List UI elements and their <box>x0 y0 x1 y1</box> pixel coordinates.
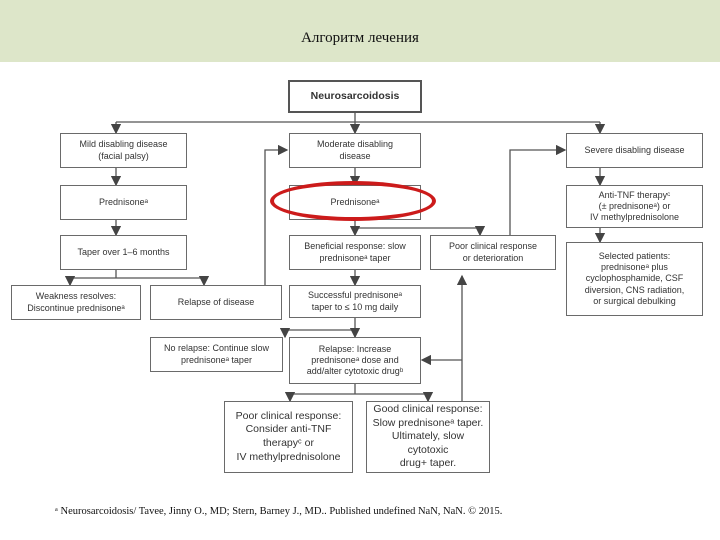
node-taper: Taper over 1–6 months <box>60 235 187 270</box>
node-moderate-prednisone: Prednisoneᵃ <box>289 185 421 220</box>
node-beneficial-response: Beneficial response: slow prednisoneᵃ taper <box>289 235 421 270</box>
node-weakness-resolves: Weakness resolves: Discontinue prednisoneᵃ <box>11 285 141 320</box>
node-severe-therapy: Anti-TNF therapyᶜ (± prednisoneᵃ) or IV methylprednisolone <box>566 185 703 228</box>
node-severe-disease: Severe disabling disease <box>566 133 703 168</box>
highlight-ellipse <box>270 181 436 221</box>
line-relapse-to-moderate <box>250 150 287 301</box>
node-successful-taper: Successful prednisoneᵃ taper to ≤ 10 mg daily <box>289 285 421 318</box>
node-poor-response: Poor clinical response or deterioration <box>430 235 556 270</box>
node-relapse-disease: Relapse of disease <box>150 285 282 320</box>
node-relapse-increase: Relapse: Increase prednisoneᵃ dose and add/alter cytotoxic drugᵇ <box>289 337 421 384</box>
line-successful-norelapse <box>285 318 355 337</box>
line-prednisone-branch <box>355 220 480 228</box>
footnote: ᵃ Neurosarcoidosis/ Tavee, Jinny O., MD; Stern, Barney J., MD.. Published undefined NaN, NaN. © 2015. <box>55 506 503 517</box>
node-poor-clinical-final: Poor clinical response: Consider anti-TNF therapyᶜ or IV methylprednisolone <box>224 401 353 473</box>
line-relapse-branch <box>290 384 428 394</box>
node-selected-patients: Selected patients: prednisoneᵃ plus cyclophosphamide, CSF diversion, CNS radiation, or surgical debulking <box>566 242 703 316</box>
node-moderate-disease: Moderate disabling disease <box>289 133 421 168</box>
node-mild-disease: Mild disabling disease (facial palsy) <box>60 133 187 168</box>
slide-title: Алгоритм лечения <box>301 30 419 46</box>
node-neurosarcoidosis: Neurosarcoidosis <box>288 80 422 113</box>
node-good-clinical-final: Good clinical response: Slow prednisoneᵃ taper. Ultimately, slow cytotoxic drug+ taper. <box>366 401 490 473</box>
line-taper-branch <box>70 270 204 278</box>
node-no-relapse: No relapse: Continue slow prednisoneᵃ taper <box>150 337 283 372</box>
node-mild-prednisone: Prednisoneᵃ <box>60 185 187 220</box>
